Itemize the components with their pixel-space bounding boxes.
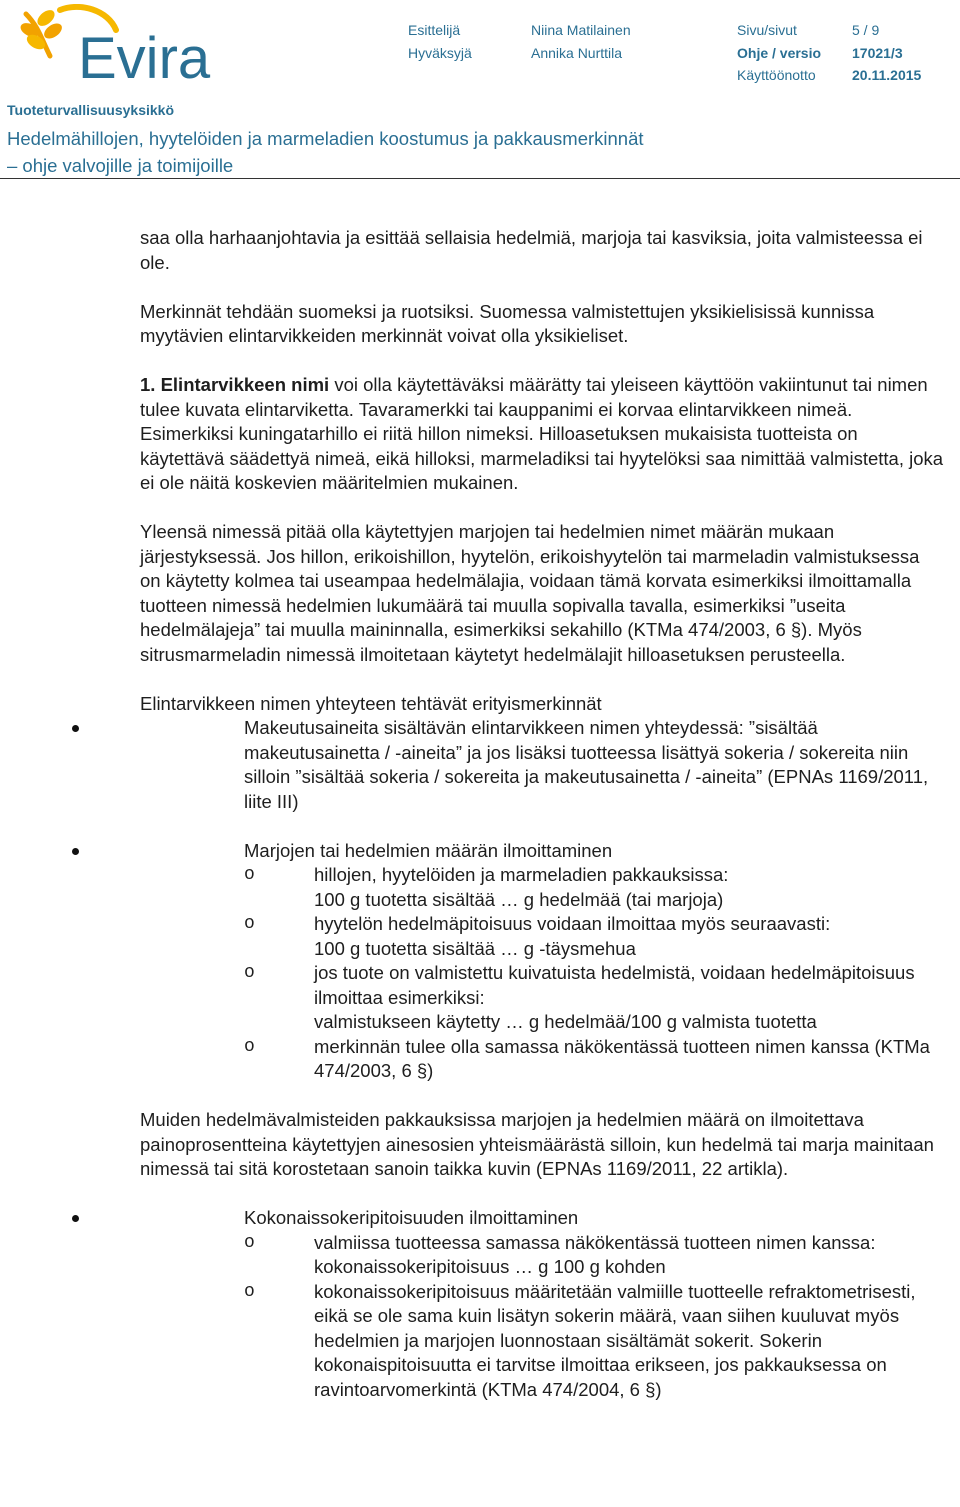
sub-list-item: o hyytelön hedelmäpitoisuus voidaan ilmoittaa myös seuraavasti: 100 g tuotetta sisältää … g -täysmehua — [244, 912, 945, 961]
sub-list-item: o merkinnän tulee olla samassa näkökentässä tuotteen nimen kanssa (KTMa 474/2003, 6 §) — [244, 1035, 945, 1084]
value-sivu: 5 / 9 — [852, 22, 880, 38]
bullet-list — [0, 839, 945, 1084]
sub-list-item: o jos tuote on valmistettu kuivatuista hedelmistä, voidaan hedelmäpitoisuus ilmoittaa esimerkiksi: valmistukseen käytetty … g hedelmää/100 g valmista tuotetta — [244, 961, 945, 1035]
value-esittelija: Niina Matilainen — [531, 22, 631, 38]
document-body — [140, 226, 945, 1402]
value-ohje-versio: 17021/3 — [852, 45, 903, 61]
sub-list-item: o kokonaissokeripitoisuus määritetään valmiille tuotteelle refraktometrisesti, eikä se ole sama kuin lisätyn sokerin määrä, vaan siihen kuuluvat myös hedelmien ja marjojen luonnostaan sisältämät sokerit. Sokerin kokonaispitoisuutta ei tarvitse ilmoittaa erikseen, jos pakkauksessa on ravintoarvomerkintä (KTMa 474/2004, 6 §) — [244, 1280, 945, 1403]
sub-list — [244, 863, 945, 1084]
paragraph-elintarvikkeen-nimi — [140, 373, 945, 496]
list-item: Marjojen tai hedelmien määrän ilmoittaminen o hillojen, hyytelöiden ja marmeladien pakkauksissa: 100 g tuotetta sisältää … g hedelmää (tai marjoja) o hyytelön hedelmäpitoisuus voidaan ilmoittaa myös seuraavasti: 100 g tuotetta sisältää … g -täysmehua o jos tuote on valmistettu kuivatuista hedelmistä, voidaan hedelmäpitoisuus ilmoittaa esimerkiksi: valmistukseen käytetty … g hedelmää/100 g valmista tuotetta o merkinnän tulee olla samassa näkökentässä tuotteen nimen kanssa (KTMa 474/2003, 6 §) — [0, 839, 945, 1084]
paragraph-text: voi olla käytettäväksi määrätty tai yleiseen käyttöön vakiintunut tai nimen tulee kuvata elintarviketta. Tavaramerkki tai kauppanimi ei korvaa elintarvikkeen nimeä. Esimerkiksi kuningatarhillo ei riitä hillon nimeksi. Hilloasetuksen mukaisista tuotteista on käytettävä säädettyä nimeä, eikä hilloksi, marmeladiksi tai hyytelöksi saa nimittää valmistetta, joka ei ole näitä koskevien määritelmien mukainen. — [140, 374, 944, 493]
label-sivu: Sivu/sivut — [737, 22, 797, 38]
value-hyvaksyja: Annika Nurttila — [531, 45, 623, 61]
document-title: Hedelmähillojen, hyytelöiden ja marmeladien koostumus ja pakkausmerkinnät — [7, 128, 644, 149]
bullet-list — [0, 716, 945, 814]
label-esittelija: Esittelijä — [408, 22, 461, 38]
paragraph: Muiden hedelmävalmisteiden pakkauksissa marjojen ja hedelmien määrä on ilmoitettava painoprosentteina käytettyjen ainesosien yhteismäärästä silloin, kun hedelmä tai marja mainitaan nimessä tai sitä korostetaan sanoin taikka kuvin (EPNAs 1169/2011, 22 artikla). — [140, 1109, 934, 1179]
logo-text: Evira — [78, 26, 211, 86]
paragraph: Merkinnät tehdään suomeksi ja ruotsiksi. Suomessa valmistettujen yksikielisissä kunnissa myytävien elintarvikkeiden merkinnät voivat olla yksikieliset. — [140, 300, 875, 346]
bullet-list — [0, 1206, 945, 1402]
evira-logo — [20, 4, 280, 86]
paragraph: saa olla harhaanjohtavia ja esittää sellaisia hedelmiä, marjoja tai kasviksia, joita valmisteessa ei ole. — [140, 227, 923, 273]
subheading: Elintarvikkeen nimen yhteyteen tehtävät erityismerkinnät — [140, 692, 602, 714]
list-item: Kokonaissokeripitoisuuden ilmoittaminen o valmiissa tuotteessa samassa näkökentässä tuotteen nimen kanssa: kokonaissokeripitoisuus … g 100 g kohden o kokonaissokeripitoisuus määritetään valmiille tuotteelle refraktometrisesti, eikä se ole sama kuin lisätyn sokerin määrä, vaan siihen kuuluvat myös hedelmien ja marjojen luonnostaan sisältämät sokerit. Sokerin kokonaispitoisuutta ei tarvitse ilmoittaa erikseen, jos pakkauksessa on ravintoarvomerkintä (KTMa 474/2004, 6 §) — [0, 1206, 945, 1402]
header-divider — [0, 178, 960, 179]
paragraph: Yleensä nimessä pitää olla käytettyjen marjojen tai hedelmien nimet määrän mukaan järjestyksessä. Jos hillon, erikoishillon, hyytelön, erikoishyytelön tai marmeladin valmistuksessa on käytetty kolmea tai useampaa hedelmälajia, voidaan tämä korvata esimerkiksi ilmoittamalla tuotteen nimessä hedelmien lukumäärä tai muulla sopivalla tavalla, esimerkiksi ”useita hedelmälajeja” tai muulla maininnalla, esimerkiksi sekahillo (KTMa 474/2003, 6 §). Myös sitrusmarmeladin nimessä ilmoitetaan käytetyt hedelmälajit hilloasetuksen perusteella. — [140, 521, 920, 665]
list-item: Makeutusaineita sisältävän elintarvikkeen nimen yhteydessä: ”sisältää makeutusainetta / -aineita” ja jos lisäksi tuotteessa lisättyä sokeria / sokereita niin silloin ”sisältää sokeria / sokereita ja makeutusainetta / -aineita” (EPNAs 1169/2011, liite III) — [0, 716, 945, 814]
document-subtitle: – ohje valvojille ja toimijoille — [7, 155, 234, 176]
sub-list — [244, 1231, 945, 1403]
section-heading: 1. Elintarvikkeen nimi — [140, 374, 330, 395]
page-header — [0, 0, 960, 180]
sub-list-item: o valmiissa tuotteessa samassa näkökentässä tuotteen nimen kanssa: kokonaissokeripitoisuus … g 100 g kohden — [244, 1231, 945, 1280]
label-kayttoonotto: Käyttöönotto — [737, 67, 816, 83]
unit-name: Tuoteturvallisuusyksikkö — [7, 102, 175, 118]
sub-list-item: o hillojen, hyytelöiden ja marmeladien pakkauksissa: 100 g tuotetta sisältää … g hedelmää (tai marjoja) — [244, 863, 945, 912]
value-kayttoonotto: 20.11.2015 — [852, 67, 922, 83]
label-hyvaksyja: Hyväksyjä — [408, 45, 472, 61]
label-ohje-versio: Ohje / versio — [737, 45, 822, 61]
